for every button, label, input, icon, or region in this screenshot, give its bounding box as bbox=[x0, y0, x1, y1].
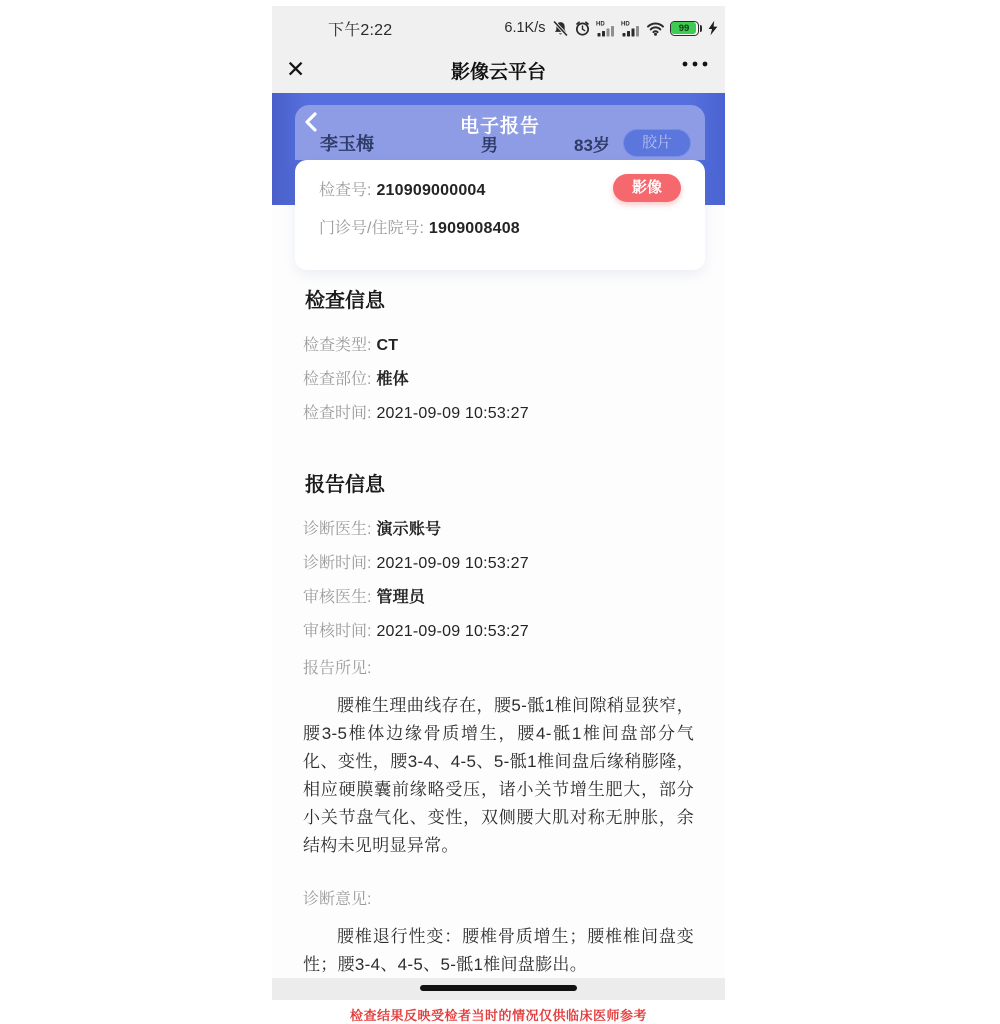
battery-percent: 99 bbox=[678, 22, 690, 34]
exam-time-value: 2021-09-09 10:53:27 bbox=[376, 405, 529, 422]
exam-time-label: 检查时间: bbox=[303, 405, 372, 422]
exam-time-row bbox=[303, 403, 694, 424]
signal-hd-icon-2 bbox=[621, 20, 641, 37]
visit-no-row bbox=[319, 215, 681, 238]
mute-vibrate-icon bbox=[552, 20, 569, 37]
exam-id-card bbox=[295, 160, 705, 270]
review-time-label: 审核时间: bbox=[303, 623, 372, 640]
diagnose-doctor-row bbox=[303, 519, 694, 540]
report-header bbox=[272, 93, 725, 270]
diagnose-time-row bbox=[303, 553, 694, 574]
disclaimer-text: 检查结果反映受检者当时的情况仅供临床医师参考 bbox=[349, 1008, 647, 1023]
exam-no-label: 检查号: bbox=[319, 181, 372, 199]
exam-type-value: CT bbox=[376, 337, 399, 354]
wifi-icon bbox=[646, 21, 665, 36]
close-button[interactable]: ✕ bbox=[286, 52, 305, 88]
exam-part-value: 椎体 bbox=[376, 371, 409, 388]
patient-age: 83岁 bbox=[574, 135, 610, 155]
review-doctor-row bbox=[303, 587, 694, 608]
svg-text:HD: HD bbox=[620, 21, 630, 27]
exam-part-label: 检查部位: bbox=[303, 371, 372, 388]
battery-shell bbox=[670, 21, 699, 36]
network-speed-text: 6.1K/s bbox=[504, 20, 546, 36]
battery-nub bbox=[700, 25, 703, 32]
review-doctor-label: 审核医生: bbox=[303, 589, 372, 606]
exam-no-row bbox=[319, 174, 681, 202]
visit-no-label: 门诊号/住院号: bbox=[319, 220, 424, 237]
diagnose-time-label: 诊断时间: bbox=[303, 555, 372, 572]
patient-row bbox=[320, 129, 691, 157]
diagnose-doctor-label: 诊断医生: bbox=[303, 521, 372, 538]
signal-hd-icon-1 bbox=[596, 20, 616, 37]
patient-sex: 男 bbox=[481, 135, 498, 155]
exam-info-title: 检查信息 bbox=[305, 290, 385, 312]
status-icons bbox=[504, 20, 719, 37]
more-menu-button[interactable] bbox=[681, 60, 709, 68]
patient-name: 李玉梅 bbox=[320, 134, 374, 154]
review-time-value: 2021-09-09 10:53:27 bbox=[376, 623, 529, 640]
exam-part-row bbox=[303, 369, 694, 390]
gesture-bar bbox=[272, 978, 725, 1000]
alarm-clock-icon bbox=[574, 20, 591, 37]
opinion-text: 腰椎退行性变：腰椎骨质增生；腰椎椎间盘变性；腰3-4、4-5、5-骶1椎间盘膨出。 bbox=[303, 927, 694, 974]
report-content bbox=[272, 284, 725, 1024]
report-title: 电子报告 bbox=[459, 116, 540, 137]
visit-no-value: 1909008408 bbox=[428, 220, 520, 237]
exam-type-row bbox=[303, 335, 694, 356]
charging-bolt-icon bbox=[707, 20, 719, 36]
phone-screen bbox=[272, 6, 725, 1023]
diagnose-time-value: 2021-09-09 10:53:27 bbox=[376, 555, 529, 572]
report-info-title: 报告信息 bbox=[305, 474, 385, 496]
opinion-label: 诊断意见: bbox=[303, 891, 372, 908]
nav-bar bbox=[272, 48, 725, 93]
findings-text: 腰椎生理曲线存在，腰5-骶1椎间隙稍显狭窄，腰3-5椎体边缘骨质增生，腰4-骶1椎间盘部分气化、变性，腰3-4、4-5、5-骶1椎间盘后缘稍膨隆，相应硬膜囊前缘略受压，诸小关节增生肥大，部分小关节盘气化、变性，双侧腰大肌对称无肿胀，余结构未见明显异常。 bbox=[303, 696, 694, 855]
battery-icon bbox=[670, 21, 703, 36]
app-title: 影像云平台 bbox=[450, 62, 546, 83]
status-time: 下午2:22 bbox=[328, 21, 393, 39]
review-time-row bbox=[303, 621, 694, 642]
exam-type-label: 检查类型: bbox=[303, 337, 372, 354]
home-indicator[interactable] bbox=[420, 985, 577, 991]
image-button[interactable]: 影像 bbox=[613, 174, 681, 202]
review-doctor-value: 管理员 bbox=[376, 589, 426, 606]
svg-text:HD: HD bbox=[595, 21, 605, 27]
film-button[interactable]: 胶片 bbox=[623, 129, 691, 157]
patient-card bbox=[295, 105, 705, 160]
status-bar bbox=[272, 6, 725, 48]
exam-no-field bbox=[319, 177, 486, 200]
exam-no-value: 210909000004 bbox=[376, 181, 486, 199]
findings-label: 报告所见: bbox=[303, 660, 372, 677]
diagnose-doctor-value: 演示账号 bbox=[376, 521, 442, 538]
